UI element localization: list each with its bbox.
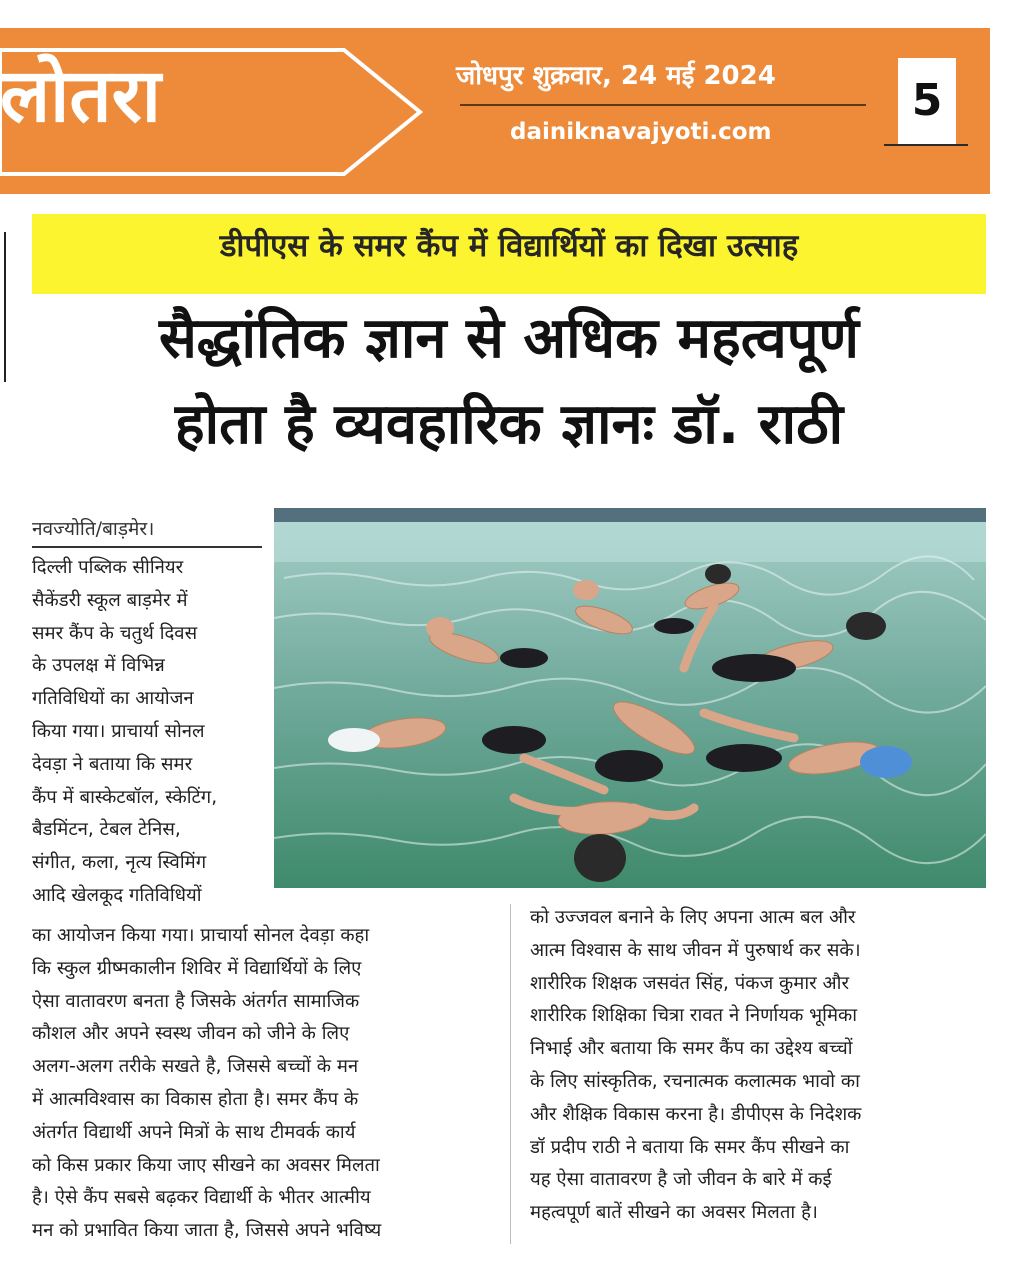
byline: नवज्योति/बाड़मेर। bbox=[32, 518, 155, 540]
body-line: है। ऐसे कैंप सबसे बढ़कर विद्यार्थी के भीतर आत्मीय bbox=[32, 1187, 371, 1209]
body-line: कि स्कुल ग्रीष्मकालीन शिविर में विद्यार्थियों के लिए bbox=[32, 957, 362, 979]
body-line: में आत्मविश्वास का विकास होता है। समर कैंप के bbox=[32, 1088, 359, 1110]
body-line: के उपलक्ष में विभिन्न bbox=[32, 655, 165, 677]
body-line: अलग-अलग तरीके सखते है, जिससे बच्चों के मन bbox=[32, 1056, 359, 1078]
body-line: डॉ प्रदीप राठी ने बताया कि समर कैंप सीखने का bbox=[530, 1136, 850, 1158]
section-title: लोतरा bbox=[0, 53, 161, 139]
body-line: सैकेंडरी स्कूल बाड़मेर में bbox=[32, 589, 188, 611]
body-line: को उज्जवल बनाने के लिए अपना आत्म बल और bbox=[530, 907, 856, 928]
body-line: का आयोजन किया गया। प्राचार्या सोनल देवड़ा कहा bbox=[32, 925, 370, 946]
article-column-right bbox=[530, 902, 986, 1230]
body-line: शारीरिक शिक्षिका चित्रा रावत ने निर्णायक भूमिका bbox=[530, 1005, 858, 1027]
body-line: बैडमिंटन, टेबल टेनिस, bbox=[32, 819, 181, 841]
headline-line-1: सैद्धांतिक ज्ञान से अधिक महत्वपूर्ण bbox=[158, 306, 860, 371]
body-line: आदि खेलकूद गतिविधियों bbox=[32, 884, 202, 906]
body-line: आत्म विश्वास के साथ जीवन में पुरुषार्थ कर सके। bbox=[530, 939, 861, 961]
website-url: dainiknavajyoti.com bbox=[510, 119, 772, 145]
date-line: जोधपुर शुक्रवार, 24 मई 2024 bbox=[456, 61, 776, 91]
margin-rule bbox=[4, 232, 6, 382]
body-line: शारीरिक शिक्षक जसवंत सिंह, पंकज कुमार और bbox=[530, 972, 850, 994]
body-line: और शैक्षिक विकास करना है। डीपीएस के निदेशक bbox=[530, 1103, 862, 1125]
body-line: दिल्ली पब्लिक सीनियर bbox=[32, 557, 184, 578]
body-line: को किस प्रकार किया जाए सीखने का अवसर मिलता bbox=[32, 1154, 380, 1176]
body-line: समर कैंप के चतुर्थ दिवस bbox=[32, 622, 198, 644]
body-line: किया गया। प्राचार्या सोनल bbox=[32, 720, 205, 742]
headline-line-2: होता है व्यवहारिक ज्ञानः डॉ. राठी bbox=[174, 392, 844, 457]
body-line: के लिए सांस्कृतिक, रचनात्मक कलात्मक भावो का bbox=[530, 1070, 860, 1092]
article-photo bbox=[274, 508, 986, 888]
body-line: ऐसा वातावरण बनता है जिसके अंतर्गत सामाजिक bbox=[32, 990, 360, 1012]
page-number: 5 bbox=[898, 58, 956, 144]
body-line: मन को प्रभावित किया जाता है, जिससे अपने भविष्य bbox=[32, 1220, 382, 1242]
body-line: संगीत, कला, नृत्य स्विमिंग bbox=[32, 852, 207, 874]
body-line: महत्वपूर्ण बातें सीखने का अवसर मिलता है। bbox=[530, 1202, 818, 1224]
body-line: निभाई और बताया कि समर कैंप का उद्देश्य बच्चों bbox=[530, 1038, 853, 1060]
body-line: अंतर्गत विद्यार्थी अपने मित्रों के साथ टीमवर्क कार्य bbox=[32, 1121, 356, 1143]
article-column-left-top bbox=[32, 552, 264, 913]
body-line: गतिविधियों का आयोजन bbox=[32, 688, 194, 710]
article-column-left-bottom bbox=[32, 920, 490, 1248]
header-rule bbox=[460, 104, 866, 106]
main-headline bbox=[32, 296, 986, 476]
body-line: यह ऐसा वातावरण है जो जीवन के बारे में कई bbox=[530, 1169, 832, 1191]
column-divider bbox=[510, 904, 511, 1244]
page-number-rule bbox=[884, 144, 968, 146]
body-line: कैंप में बास्केटबॉल, स्केटिंग, bbox=[32, 786, 218, 808]
body-line: कौशल और अपने स्वस्थ जीवन को जीने के लिए bbox=[32, 1023, 350, 1045]
body-line: देवड़ा ने बताया कि समर bbox=[32, 753, 193, 775]
swimming-pool-photo bbox=[274, 508, 986, 888]
kicker-headline: डीपीएस के समर कैंप में विद्यार्थियों का दिखा उत्साह bbox=[32, 214, 986, 294]
byline-rule bbox=[32, 546, 262, 548]
